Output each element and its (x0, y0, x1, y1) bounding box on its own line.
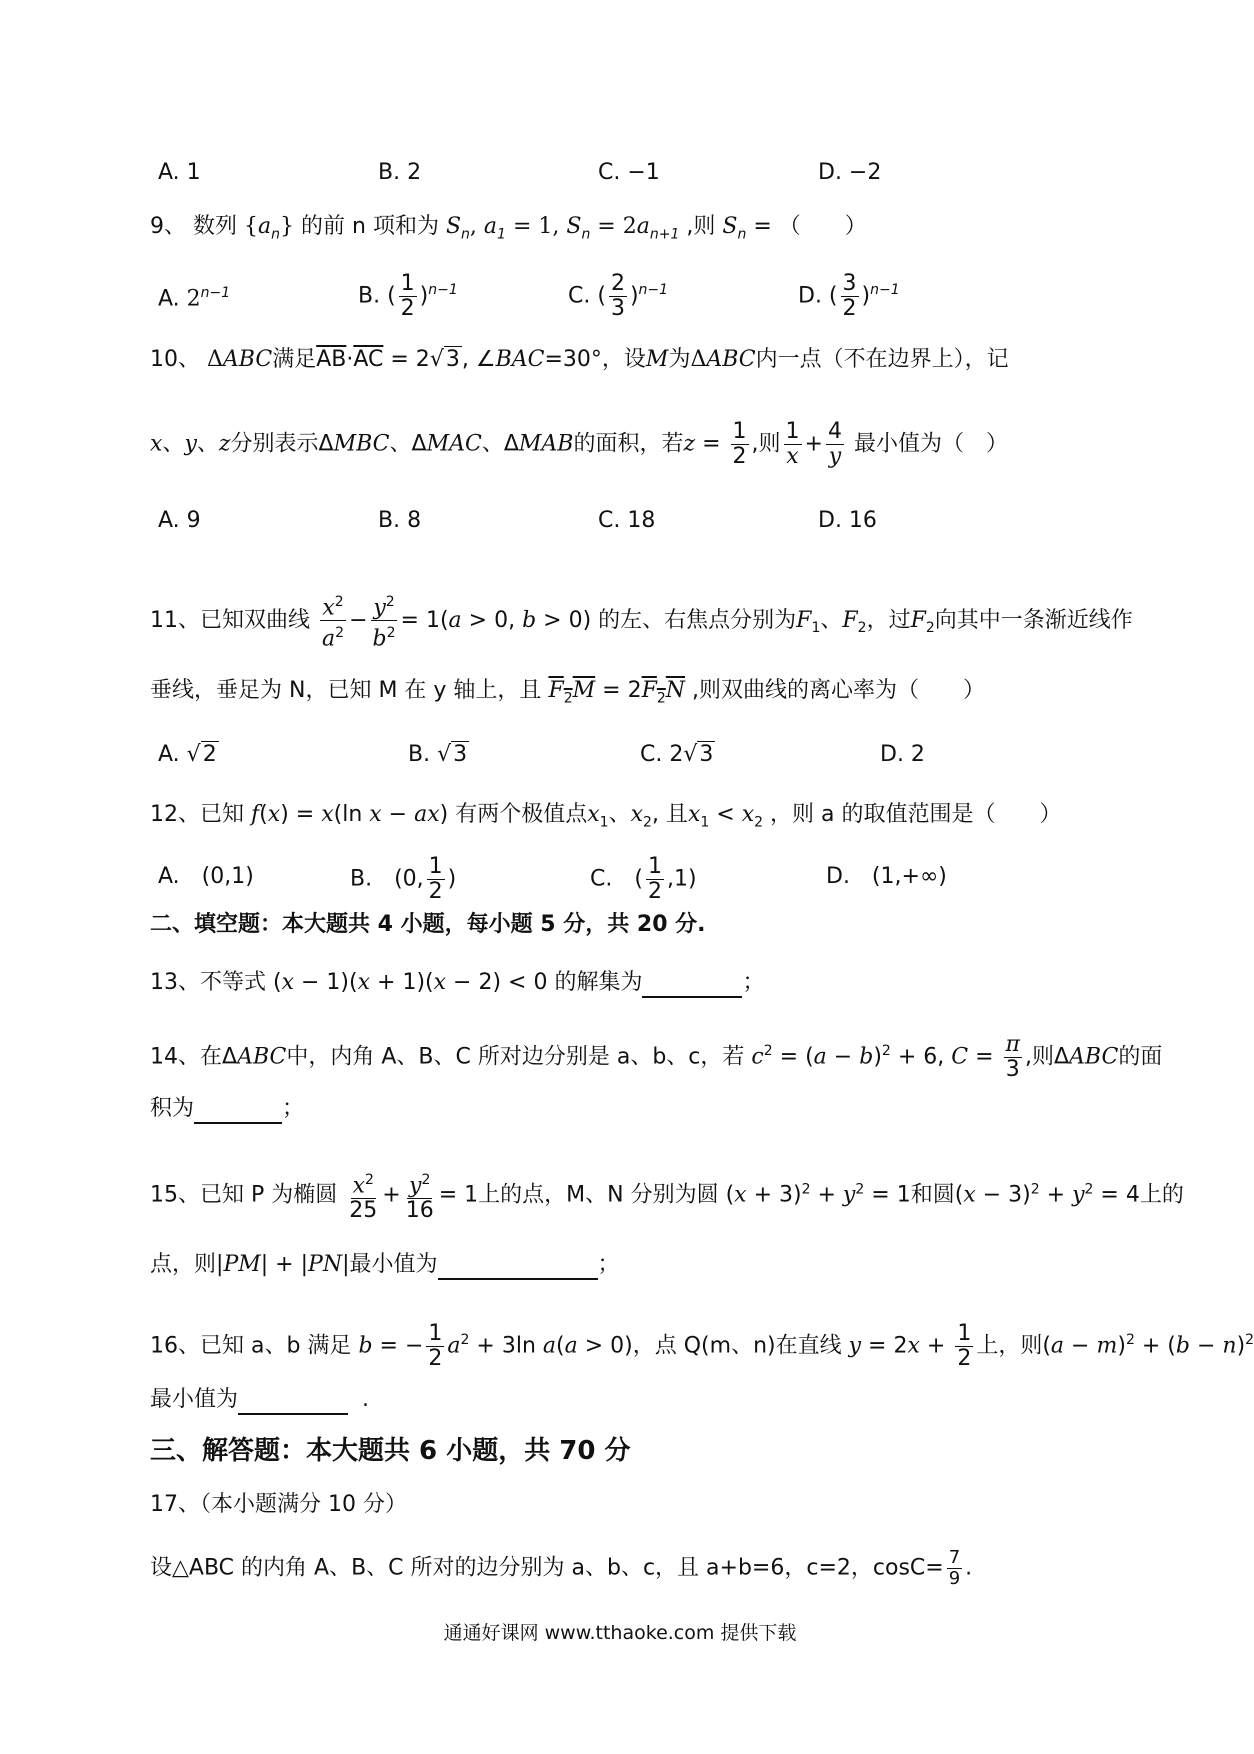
q10-option-b: B. 8 (378, 508, 422, 533)
q16-answer-blank[interactable] (238, 1391, 348, 1415)
q11-option-a: A. √2 (158, 742, 217, 767)
q9-option-b: B. ( $\frac{1}{2}$ )$^{n-1}$ (358, 271, 458, 321)
q9-option-a: A. $2^{n-1}$ (158, 285, 231, 312)
q10-option-d: D. 16 (818, 508, 877, 533)
question-13: 13、不等式 (x − 1)(x + 1)(x − 2) < 0 的解集为 ； (150, 968, 765, 998)
q9-text-c: ,则 (686, 214, 716, 239)
q9-text-b: 的前 n 项和为 (301, 214, 439, 239)
question-17-header: 17、（本小题满分 10 分） (150, 1492, 407, 1517)
question-11-cont: 垂线，垂足为 N，已知 M 在 y 轴上，且 $F_2M = 2F_2N$ ,则双曲线的离心率为（ ） (150, 678, 986, 707)
q10-option-c: C. 18 (598, 508, 656, 533)
q8-option-c: C. −1 (598, 160, 660, 185)
question-16: 16、已知 a、b 满足 b = − $\frac{1}{2}$ $a^2 + 3\ln$ a(a > 0)，点 Q(m、n)在直线 y = 2x + $\frac{1}{2}$ 上，则$(a - m)^2 + (b - n)^2$ (150, 1321, 1254, 1371)
q11-option-d: D. 2 (880, 742, 925, 767)
q10-option-a: A. 9 (158, 508, 201, 533)
question-17-text: 设△ABC 的内角 A、B、C 所对的边分别为 a、b、c，且 a+b=6，c=2，cosC= $\frac{7}{9}$ . (150, 1547, 973, 1589)
question-15-cont: 点，则|PM| + |PN|最小值为 ； (150, 1250, 620, 1280)
question-14-cont: 积为 ； (150, 1094, 304, 1124)
question-12: 12、已知 f(x) = x(ln x − ax) 有两个极值点$x_1$、$x_2$, 且$x_1 < x_2$ ，则 a 的取值范围是（ ） (150, 802, 1062, 831)
q12-option-b: B. (0, $\frac{1}{2}$ ) (350, 854, 457, 904)
q9-text-a: 数列 (193, 214, 238, 239)
q8-option-d: D. −2 (818, 160, 882, 185)
q13-answer-blank[interactable] (642, 974, 742, 998)
q14-answer-blank[interactable] (194, 1100, 282, 1124)
q15-answer-blank[interactable] (438, 1256, 598, 1280)
q10-number: 10、 (150, 347, 200, 372)
q12-option-c: C. ( $\frac{1}{2}$ ,1) (590, 854, 697, 904)
q8-option-b: B. 2 (378, 160, 422, 185)
question-16-cont: 最小值为 . (150, 1385, 369, 1415)
q9-option-c: C. ( $\frac{2}{3}$ )$^{n-1}$ (568, 271, 669, 321)
section-3-heading: 三、解答题：本大题共 6 小题，共 70 分 (150, 1436, 631, 1466)
q9-number: 9、 (150, 214, 186, 239)
section-2-heading: 二、填空题：本大题共 4 小题，每小题 5 分，共 20 分. (150, 912, 706, 937)
question-9: 9、 数列 $\{a_n\}$ 的前 n 项和为 $S_n$, $a_1 = 1$, $S_n = 2a_{n+1}$ ,则 $S_n$ = （ ） (150, 214, 867, 243)
q9-option-d: D. ( $\frac{3}{2}$ )$^{n-1}$ (798, 271, 900, 321)
question-10-cont: x、y、z分别表示ΔMBC、ΔMAC、ΔMAB的面积，若z = $\frac{1}{2}$ ,则 $\frac{1}{x}$ + $\frac{4}{y}$ 最小值为（ ） (150, 419, 1008, 469)
q11-option-c: C. 2√3 (640, 742, 714, 767)
q12-option-d: D. (1,+∞) (826, 864, 947, 889)
question-11: 11、已知双曲线 $\frac{x^2}{a^2}$ − $\frac{y^2}{b^2}$ = 1(a > 0, b > 0) 的左、右焦点分别为$F_1$、$F_2$，过$F_2$向其中一条渐近线作 (150, 590, 1133, 652)
footer: 通通好课网 www.tthaoke.com 提供下载 (443, 1622, 797, 1644)
q9-text-d: （ ） (778, 214, 867, 239)
question-15: 15、已知 P 为椭圆 $\frac{x^2}{25}$ + $\frac{y^2}{16}$ = 1上的点，M、N 分别为圆 $(x + 3)^2 + y^2 = 1$和圆$(x - 3)^2 + y^2 = 4$上的 (150, 1168, 1184, 1223)
q11-option-b: B. √3 (408, 742, 468, 767)
q8-option-a: A. 1 (158, 160, 201, 185)
question-10: 10、 ΔABC满足$\overline{AB}\cdot\overline{AC} = 2√3$, ∠BAC=30°，设M为ΔABC内一点（不在边界上），记 (150, 347, 1009, 372)
question-14: 14、在ΔABC中，内角 A、B、C 所对边分别是 a、b、c，若 $c^2 = (a - b)^2 + 6$, C = $\frac{\pi}{3}$ ,则ΔABC的面 (150, 1032, 1163, 1082)
q12-option-a: A. (0,1) (158, 864, 254, 889)
